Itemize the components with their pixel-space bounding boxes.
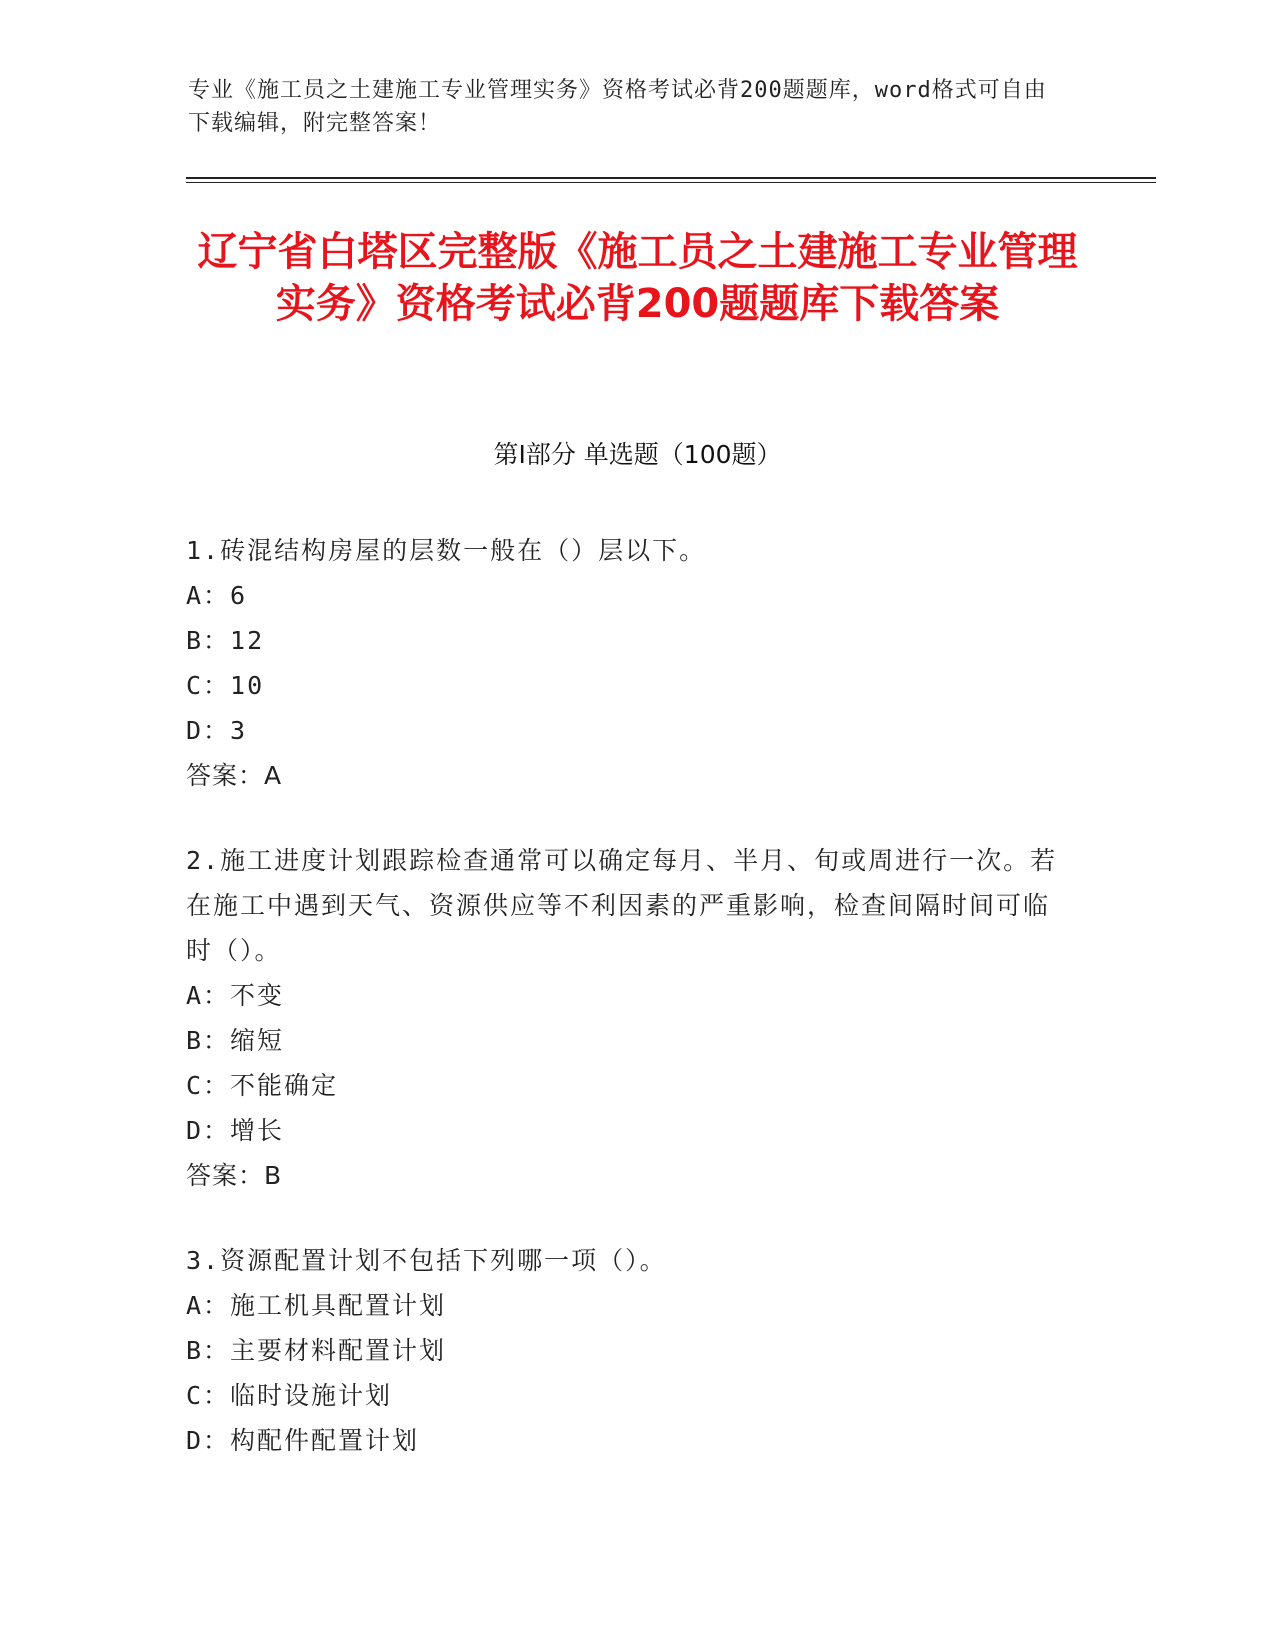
option-d: D：构配件配置计划 [186, 1426, 420, 1455]
option-d: D：3 [186, 716, 248, 745]
question-stem: 3.资源配置计划不包括下列哪一项（）。 [186, 1246, 667, 1275]
question-list [186, 528, 1066, 1503]
option-a: A：施工机具配置计划 [186, 1291, 447, 1320]
option-c: C：临时设施计划 [186, 1381, 393, 1410]
option-b: B：主要材料配置计划 [186, 1336, 447, 1365]
answer-line: 答案：B [186, 1161, 283, 1190]
answer-line: 答案：A [186, 761, 283, 790]
question-3 [186, 1238, 1066, 1463]
header-rule-thick [186, 177, 1156, 179]
header-rule-thin [186, 182, 1156, 183]
question-stem: 1.砖混结构房屋的层数一般在（）层以下。 [186, 536, 707, 565]
option-b: B：12 [186, 626, 265, 655]
header-note: 专业《施工员之土建施工专业管理实务》资格考试必背200题题库，word格式可自由下载编辑，附完整答案！ [188, 78, 1047, 136]
option-d: D：增长 [186, 1116, 285, 1145]
option-c: C：不能确定 [186, 1071, 339, 1100]
option-a: A：6 [186, 581, 248, 610]
option-c: C：10 [186, 671, 265, 700]
option-a: A：不变 [186, 981, 285, 1010]
question-stem: 2.施工进度计划跟踪检查通常可以确定每月、半月、旬或周进行一次。若在施工中遇到天气、资源供应等不利因素的严重影响，检查间隔时间可临时（）。 [186, 846, 1058, 965]
question-2 [186, 838, 1066, 1198]
document-title: 辽宁省白塔区完整版《施工员之土建施工专业管理实务》资格考试必背200题题库下载答案 [197, 229, 1078, 327]
option-b: B：缩短 [186, 1026, 285, 1055]
section-heading: 第Ⅰ部分 单选题（100题） [493, 440, 782, 469]
question-1 [186, 528, 1066, 798]
